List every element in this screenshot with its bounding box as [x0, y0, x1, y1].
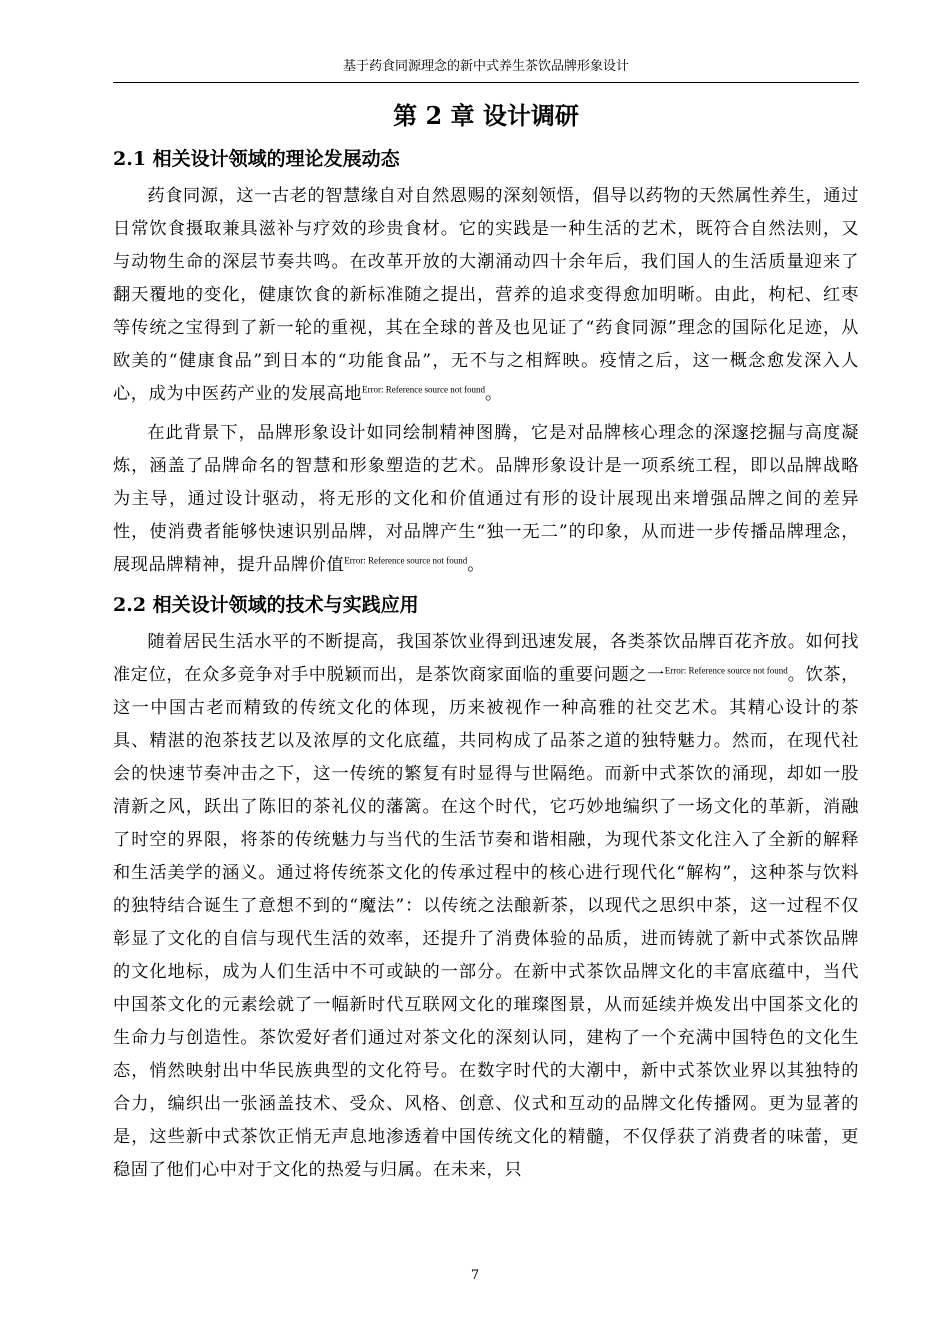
paragraph-text: 在此背景下，品牌形象设计如同绘制精神图腾，它是对品牌核心理念的深邃挖掘与高度凝炼，涵盖了品牌命名的智慧和形象塑造的艺术。品牌形象设计是一项系统工程，即以品牌战略为主导，通过设计驱动，将无形的文化和价值通过有形的设计展现出来增强品牌之间的差异性，使消费者能够快速识别品牌，对品牌产生“独一无二”的印象，从而进一步传播品牌理念，展现品牌精神，提升品牌价值 — [113, 423, 859, 575]
paragraph-end: 。 — [467, 555, 485, 575]
page-content — [113, 96, 859, 1187]
running-header: 基于药食同源理念的新中式养生茶饮品牌形象设计 — [342, 59, 629, 74]
paragraph-text-continued: 。饮茶，这一中国古老而精致的传统文化的体现，历来被视作一种高雅的社交艺术。其精心设计的茶具、精湛的泡茶技艺以及浓厚的文化底蕴，共同构成了品茶之道的独特魅力。然而，在现代社会的快速节奏冲击之下，这一传统的繁复有时显得与世隔绝。而新中式茶饮的涌现，却如一股清新之风，跃出了陈旧的茶礼仪的藩篱。在这个时代，它巧妙地编织了一场文化的革新，消融了时空的界限，将茶的传统魅力与当代的生活节奏和谐相融，为现代茶文化注入了全新的解释和生活美学的涵义。通过将传统茶文化的传承过程中的核心进行现代化“解构”，这种茶与饮料的独特结合诞生了意想不到的“魔法”：以传统之法酿新茶，以现代之思织中茶，这一过程不仅彰显了文化的自信与现代生活的效率，还提升了消费体验的品质，进而铸就了新中式茶饮品牌的文化地标，成为人们生活中不可或缺的一部分。在新中式茶饮品牌文化的丰富底蕴中，当代中国茶文化的元素绘就了一幅新时代互联网文化的璀璨图景，从而延续并焕发出中国茶文化的生命力与创造性。茶饮爱好者们通过对茶文化的深刻认同，建构了一个充满中国特色的文化生态，悄然映射出中华民族典型的文化符号。在数字时代的大潮中，新中式茶饮业界以其独特的合力，编织出一张涵盖技术、受众、风格、创意、仪式和互动的品牌文化传播网。更为显著的是，这些新中式茶饮正悄无声息地渗透着中国传统文化的精髓，不仅俘获了消费者的味蕾，更稳固了他们心中对于文化的热爱与归属。在未来，只 — [113, 665, 859, 1180]
reference-error: Error: Reference source not found — [664, 665, 788, 676]
section-heading-2-1: 2.1 相关设计领域的理论发展动态 — [113, 148, 400, 170]
paragraph-text: 药食同源，这一古老的智慧缘自对自然恩赐的深刻领悟，倡导以药物的天然属性养生，通过日常饮食摄取兼具滋补与疗效的珍贵食材。它的实践是一种生活的艺术，既符合自然法则，又与动物生命的深层节奏共鸣。在改革开放的大潮涌动四十余年后，我们国人的生活质量迎来了翻天覆地的变化，健康饮食的新标准随之提出，营养的追求变得愈加明晰。由此，枸杞、红枣等传统之宝得到了新一轮的重视，其在全球的普及也见证了“药食同源”理念的国际化足迹，从欧美的“健康食品”到日本的“功能食品”，无不与之相辉映。疫情之后，这一概念愈发深入人心，成为中医药产业的发展高地 — [113, 186, 859, 404]
paragraph — [113, 626, 859, 1187]
chapter-title: 第 2 章 设计调研 — [393, 101, 579, 130]
paragraph-text: 随着居民生活水平的不断提高，我国茶饮业得到迅速发展，各类茶饮品牌百花齐放。如何找准定位，在众多竞争对手中脱颖而出，是茶饮商家面临的重要问题之一 — [113, 632, 859, 685]
paragraph — [113, 180, 859, 411]
section-heading-2-2: 2.2 相关设计领域的技术与实践应用 — [113, 594, 419, 616]
reference-error: Error: Reference source not found — [344, 555, 468, 566]
paragraph — [113, 417, 859, 582]
header-rule — [113, 82, 859, 83]
paragraph-end: 。 — [484, 384, 503, 404]
reference-error: Error: Reference source not found — [362, 384, 485, 395]
page-number: 7 — [470, 1268, 480, 1283]
